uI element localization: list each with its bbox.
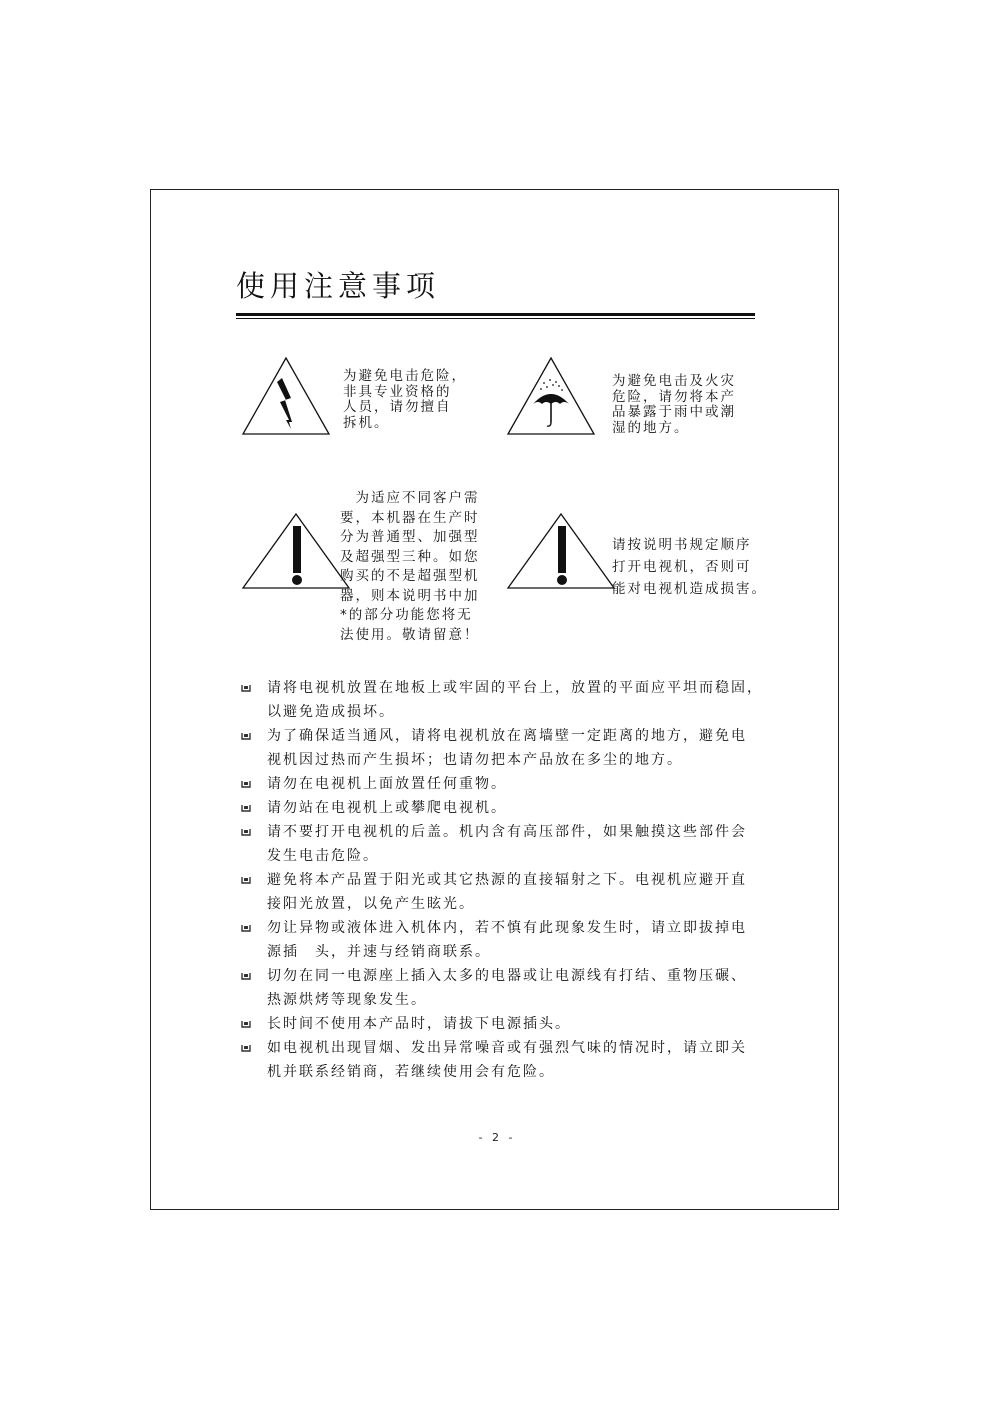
- bullet-icon: [240, 778, 252, 790]
- list-item: [240, 820, 780, 868]
- list-item-line: 视机因过热而产生损坏；也请勿把本产品放在多尘的地方。: [267, 752, 683, 768]
- page-number: - 2 -: [478, 1131, 516, 1144]
- warning-line: 购买的不是超强型机: [340, 568, 480, 584]
- warning-line: 湿的地方。: [612, 419, 690, 436]
- page-title: 使用注意事项: [236, 269, 441, 303]
- warning-line: 为避免电击危险，: [343, 368, 467, 384]
- warning-line: *的部分功能您将无: [340, 607, 473, 623]
- list-item-line: 请将电视机放置在地板上或牢固的平台上，放置的平面应平坦而稳固，: [267, 680, 763, 696]
- bullet-icon: [240, 682, 252, 694]
- list-item-line: 发生电击危险。: [267, 848, 379, 864]
- list-item: [240, 1036, 780, 1084]
- list-item: [240, 964, 780, 1012]
- title-underline-thick: [236, 313, 755, 316]
- warning-line: 器，则本说明书中加: [340, 587, 480, 604]
- list-item-line: 机并联系经销商，若继续使用会有危险。: [267, 1064, 555, 1080]
- warning-line: 要，本机器在生产时: [340, 509, 480, 526]
- list-item: [240, 796, 780, 820]
- lightning-warning-icon: [241, 356, 331, 436]
- title-underline-thin: [236, 318, 755, 319]
- precautions-list: [240, 676, 780, 1084]
- bullet-icon: [240, 802, 252, 814]
- warning-fire-moisture-text: [612, 374, 762, 436]
- warning-line: 法使用。敬请留意！: [340, 626, 480, 643]
- warning-line: 危险，请勿将本产: [612, 388, 736, 405]
- warning-line: 及超强型三种。如您: [340, 548, 480, 565]
- list-item: [240, 676, 780, 724]
- warning-line: 非具专业资格的: [343, 383, 452, 400]
- list-item-line: 热源烘烤等现象发生。: [267, 992, 427, 1008]
- list-item-line: 长时间不使用本产品时，请拔下电源插头。: [267, 1016, 571, 1032]
- list-item: [240, 772, 780, 796]
- list-item-line: 请勿在电视机上面放置任何重物。: [267, 776, 507, 792]
- list-item: [240, 916, 780, 964]
- warning-line: 打开电视机，否则可: [612, 559, 752, 575]
- warning-line: 人员，请勿擅自: [343, 399, 452, 415]
- warning-line: 为避免电击及火灾: [612, 373, 736, 389]
- warning-line: 品暴露于雨中或潮: [612, 404, 736, 420]
- list-item-line: 请勿站在电视机上或攀爬电视机。: [267, 800, 507, 816]
- list-item-line: 切勿在同一电源座上插入太多的电器或让电源线有打结、重物压碾、: [267, 968, 747, 984]
- bullet-icon: [240, 1042, 252, 1054]
- list-item: [240, 724, 780, 772]
- warning-line: 为适应不同客户需: [340, 490, 480, 506]
- warning-model-type-text: [340, 489, 500, 645]
- list-item-line: 以避免造成损坏。: [267, 704, 395, 720]
- exclamation-warning-icon: [241, 512, 351, 590]
- list-item-line: 请不要打开电视机的后盖。机内含有高压部件，如果触摸这些部件会: [267, 824, 747, 840]
- list-item: [240, 868, 780, 916]
- warning-electric-shock-text: [343, 369, 483, 431]
- bullet-icon: [240, 874, 252, 886]
- list-item-line: 勿让异物或液体进入机体内，若不慎有此现象发生时，请立即拔掉电: [267, 920, 747, 936]
- bullet-icon: [240, 922, 252, 934]
- warning-line: 能对电视机造成损害。: [612, 581, 767, 597]
- exclamation-warning-icon: [506, 512, 616, 590]
- warning-line: 分为普通型、加强型: [340, 529, 480, 545]
- warning-line: 请按说明书规定顺序: [612, 537, 752, 553]
- list-item-line: 为了确保适当通风，请将电视机放在离墙壁一定距离的地方，避免电: [267, 728, 747, 744]
- warning-operation-order-text: [612, 534, 782, 600]
- list-item-line: 接阳光放置，以免产生眩光。: [267, 896, 475, 912]
- bullet-icon: [240, 1018, 252, 1030]
- list-item: [240, 1012, 780, 1036]
- warning-line: 拆机。: [343, 414, 390, 431]
- list-item-line: 避免将本产品置于阳光或其它热源的直接辐射之下。电视机应避开直: [267, 872, 747, 888]
- bullet-icon: [240, 826, 252, 838]
- list-item-line: 源插 头，并速与经销商联系。: [267, 944, 491, 960]
- bullet-icon: [240, 730, 252, 742]
- list-item-line: 如电视机出现冒烟、发出异常噪音或有强烈气味的情况时，请立即关: [267, 1040, 747, 1056]
- umbrella-rain-warning-icon: [506, 356, 596, 436]
- bullet-icon: [240, 970, 252, 982]
